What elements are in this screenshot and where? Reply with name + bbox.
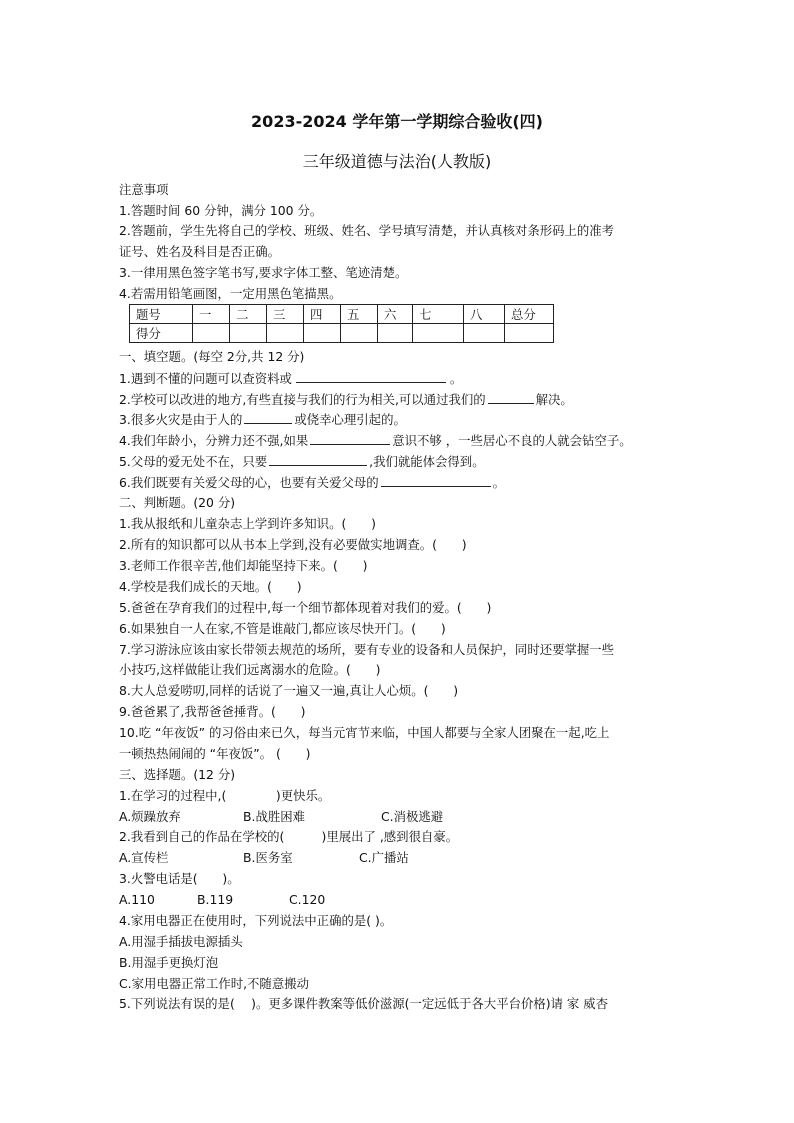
choice-question: 5.下列说法有误的是( )。更多课件教案等低价滋源(一定远低于各大平台价格)请 家 威杏 — [119, 996, 609, 1011]
score-cell: 总分 — [505, 305, 554, 324]
question-text: 或侥幸心理引起的。 — [294, 412, 406, 427]
judge-question: 7.学习游泳应该由家长带领去规范的场所，要有专业的设备和人员保护，同时还要掌握一些 — [119, 642, 615, 657]
judge-question: 6.如果独自一人在家,不管是谁敲门,都应该尽快开门。( ) — [119, 621, 446, 636]
judge-question: 小技巧,这样做能让我们远离溺水的危险。( ) — [119, 662, 381, 677]
choice-option[interactable]: B.119 — [197, 892, 234, 907]
exam-title: 2023-2024 学年第一学期综合验收(四) — [251, 112, 543, 131]
question-text: ,我们就能体会得到。 — [369, 454, 485, 469]
section2-heading: 二、判断题。(20 分) — [119, 495, 236, 510]
choice-option[interactable]: B.医务室 — [243, 850, 293, 865]
fill-question — [119, 453, 485, 470]
note-item: 证号、姓名及科目是否正确。 — [119, 244, 281, 259]
choice-question: 1.在学习的过程中,( )更快乐。 — [119, 788, 331, 803]
score-input-cell[interactable] — [304, 324, 341, 343]
judge-question: 1.我从报纸和儿童杂志上学到许多知识。( ) — [119, 516, 376, 531]
note-item: 4.若需用铅笔画图，一定用黑色笔描黑。 — [119, 286, 342, 301]
question-text: 。 — [492, 475, 506, 490]
score-table — [129, 304, 554, 343]
score-input-cell[interactable] — [230, 324, 267, 343]
judge-question: 10.吃 “年夜饭” 的习俗由来已久，每当元宵节来临，中国人都要与全家人团聚在一起,吃上 — [119, 725, 610, 740]
choice-option[interactable]: A.宣传栏 — [119, 850, 169, 865]
choice-option[interactable]: C.广播站 — [359, 850, 409, 865]
score-input-cell[interactable] — [378, 324, 413, 343]
judge-question: 8.大人总爱唠叨,同样的话说了一遍又一遍,真让人心烦。( ) — [119, 683, 459, 698]
score-cell: 六 — [378, 305, 413, 324]
judge-question: 2.所有的知识都可以从书本上学到,没有必要做实地调查。( ) — [119, 537, 467, 552]
answer-blank[interactable] — [310, 432, 390, 445]
choice-options — [119, 809, 443, 825]
score-cell: 一 — [193, 305, 230, 324]
question-text: 3.很多火灾是由于人的 — [119, 412, 243, 427]
score-input-cell[interactable] — [464, 324, 505, 343]
question-text: 意识不够 ，一些居心不良的人就会钻空子。 — [392, 433, 632, 448]
score-cell: 四 — [304, 305, 341, 324]
choice-option[interactable]: A.110 — [119, 892, 155, 907]
choice-question: 3.火警电话是( )。 — [119, 871, 240, 886]
choice-option[interactable]: C.家用电器正常工作时,不随意搬动 — [119, 976, 309, 991]
score-cell: 二 — [230, 305, 267, 324]
question-text: 解决。 — [535, 392, 573, 407]
fill-question — [119, 391, 573, 408]
score-cell: 题号 — [130, 305, 193, 324]
question-text: 2.学校可以改进的地方,有些直接与我们的行为相关,可以通过我们的 — [119, 392, 486, 407]
score-cell: 七 — [413, 305, 464, 324]
choice-options — [119, 892, 325, 908]
score-cell: 三 — [267, 305, 304, 324]
score-cell: 五 — [341, 305, 378, 324]
fill-question — [119, 411, 406, 428]
score-table-header-row — [130, 305, 554, 324]
choice-question: 2.我看到自己的作品在学校的( )里展出了 ,感到很自豪。 — [119, 829, 459, 844]
question-text: 4.我们年龄小，分辨力还不强,如果 — [119, 433, 309, 448]
choice-option[interactable]: C.120 — [289, 892, 326, 907]
fill-question — [119, 474, 505, 491]
score-table-score-row — [130, 324, 554, 343]
choice-option[interactable]: A.用湿手插拔电源插头 — [119, 934, 243, 949]
score-input-cell[interactable] — [267, 324, 304, 343]
fill-question — [119, 370, 462, 387]
section1-heading: 一、填空题。(每空 2分,共 12 分) — [119, 349, 305, 364]
judge-question: 一顿热热闹闹的 “年夜饭”。 ( ) — [119, 746, 311, 761]
score-input-cell[interactable] — [341, 324, 378, 343]
score-input-cell[interactable] — [413, 324, 464, 343]
question-text: 1.遇到不懂的问题可以查资料或 — [119, 371, 292, 386]
score-cell: 八 — [464, 305, 505, 324]
question-text: 5.父母的爱无处不在，只要 — [119, 454, 268, 469]
fill-question — [119, 432, 632, 449]
choice-option[interactable]: C.消极逃避 — [381, 809, 444, 824]
judge-question: 5.爸爸在孕育我们的过程中,每一个细节都体现着对我们的爱。( ) — [119, 600, 492, 615]
answer-blank[interactable] — [269, 453, 367, 466]
question-text: 6.我们既要有关爱父母的心，也要有关爱父母的 — [119, 475, 379, 490]
choice-option[interactable]: A.烦躁放弃 — [119, 809, 181, 824]
choice-question: 4.家用电器正在使用时，下列说法中正确的是( )。 — [119, 913, 393, 928]
judge-question: 4.学校是我们成长的天地。( ) — [119, 579, 302, 594]
score-cell: 得分 — [130, 324, 193, 343]
question-text: 。 — [449, 371, 463, 386]
judge-question: 3.老师工作很辛苦,他们却能坚持下来。( ) — [119, 558, 368, 573]
note-item: 1.答题时间 60 分钟，满分 100 分。 — [119, 203, 323, 218]
section3-heading: 三、选择题。(12 分) — [119, 767, 236, 782]
answer-blank[interactable] — [488, 391, 534, 404]
choice-option[interactable]: B.战胜困难 — [243, 809, 306, 824]
answer-blank[interactable] — [381, 474, 491, 487]
answer-blank[interactable] — [244, 411, 292, 424]
score-input-cell[interactable] — [193, 324, 230, 343]
note-item: 2.答题前，学生先将自己的学校、班级、姓名、学号填写清楚，并认真核对条形码上的准考 — [119, 223, 615, 238]
exam-subtitle: 三年级道德与法治(人教版) — [302, 152, 492, 171]
choice-options — [119, 850, 409, 866]
note-item: 3.一律用黑色签字笔书写,要求字体工整、笔迹清楚。 — [119, 265, 408, 280]
choice-option[interactable]: B.用湿手更换灯泡 — [119, 955, 219, 970]
notes-heading: 注意事项 — [119, 182, 169, 197]
score-input-cell[interactable] — [505, 324, 554, 343]
judge-question: 9.爸爸累了,我帮爸爸捶背。( ) — [119, 704, 306, 719]
answer-blank[interactable] — [296, 370, 446, 383]
